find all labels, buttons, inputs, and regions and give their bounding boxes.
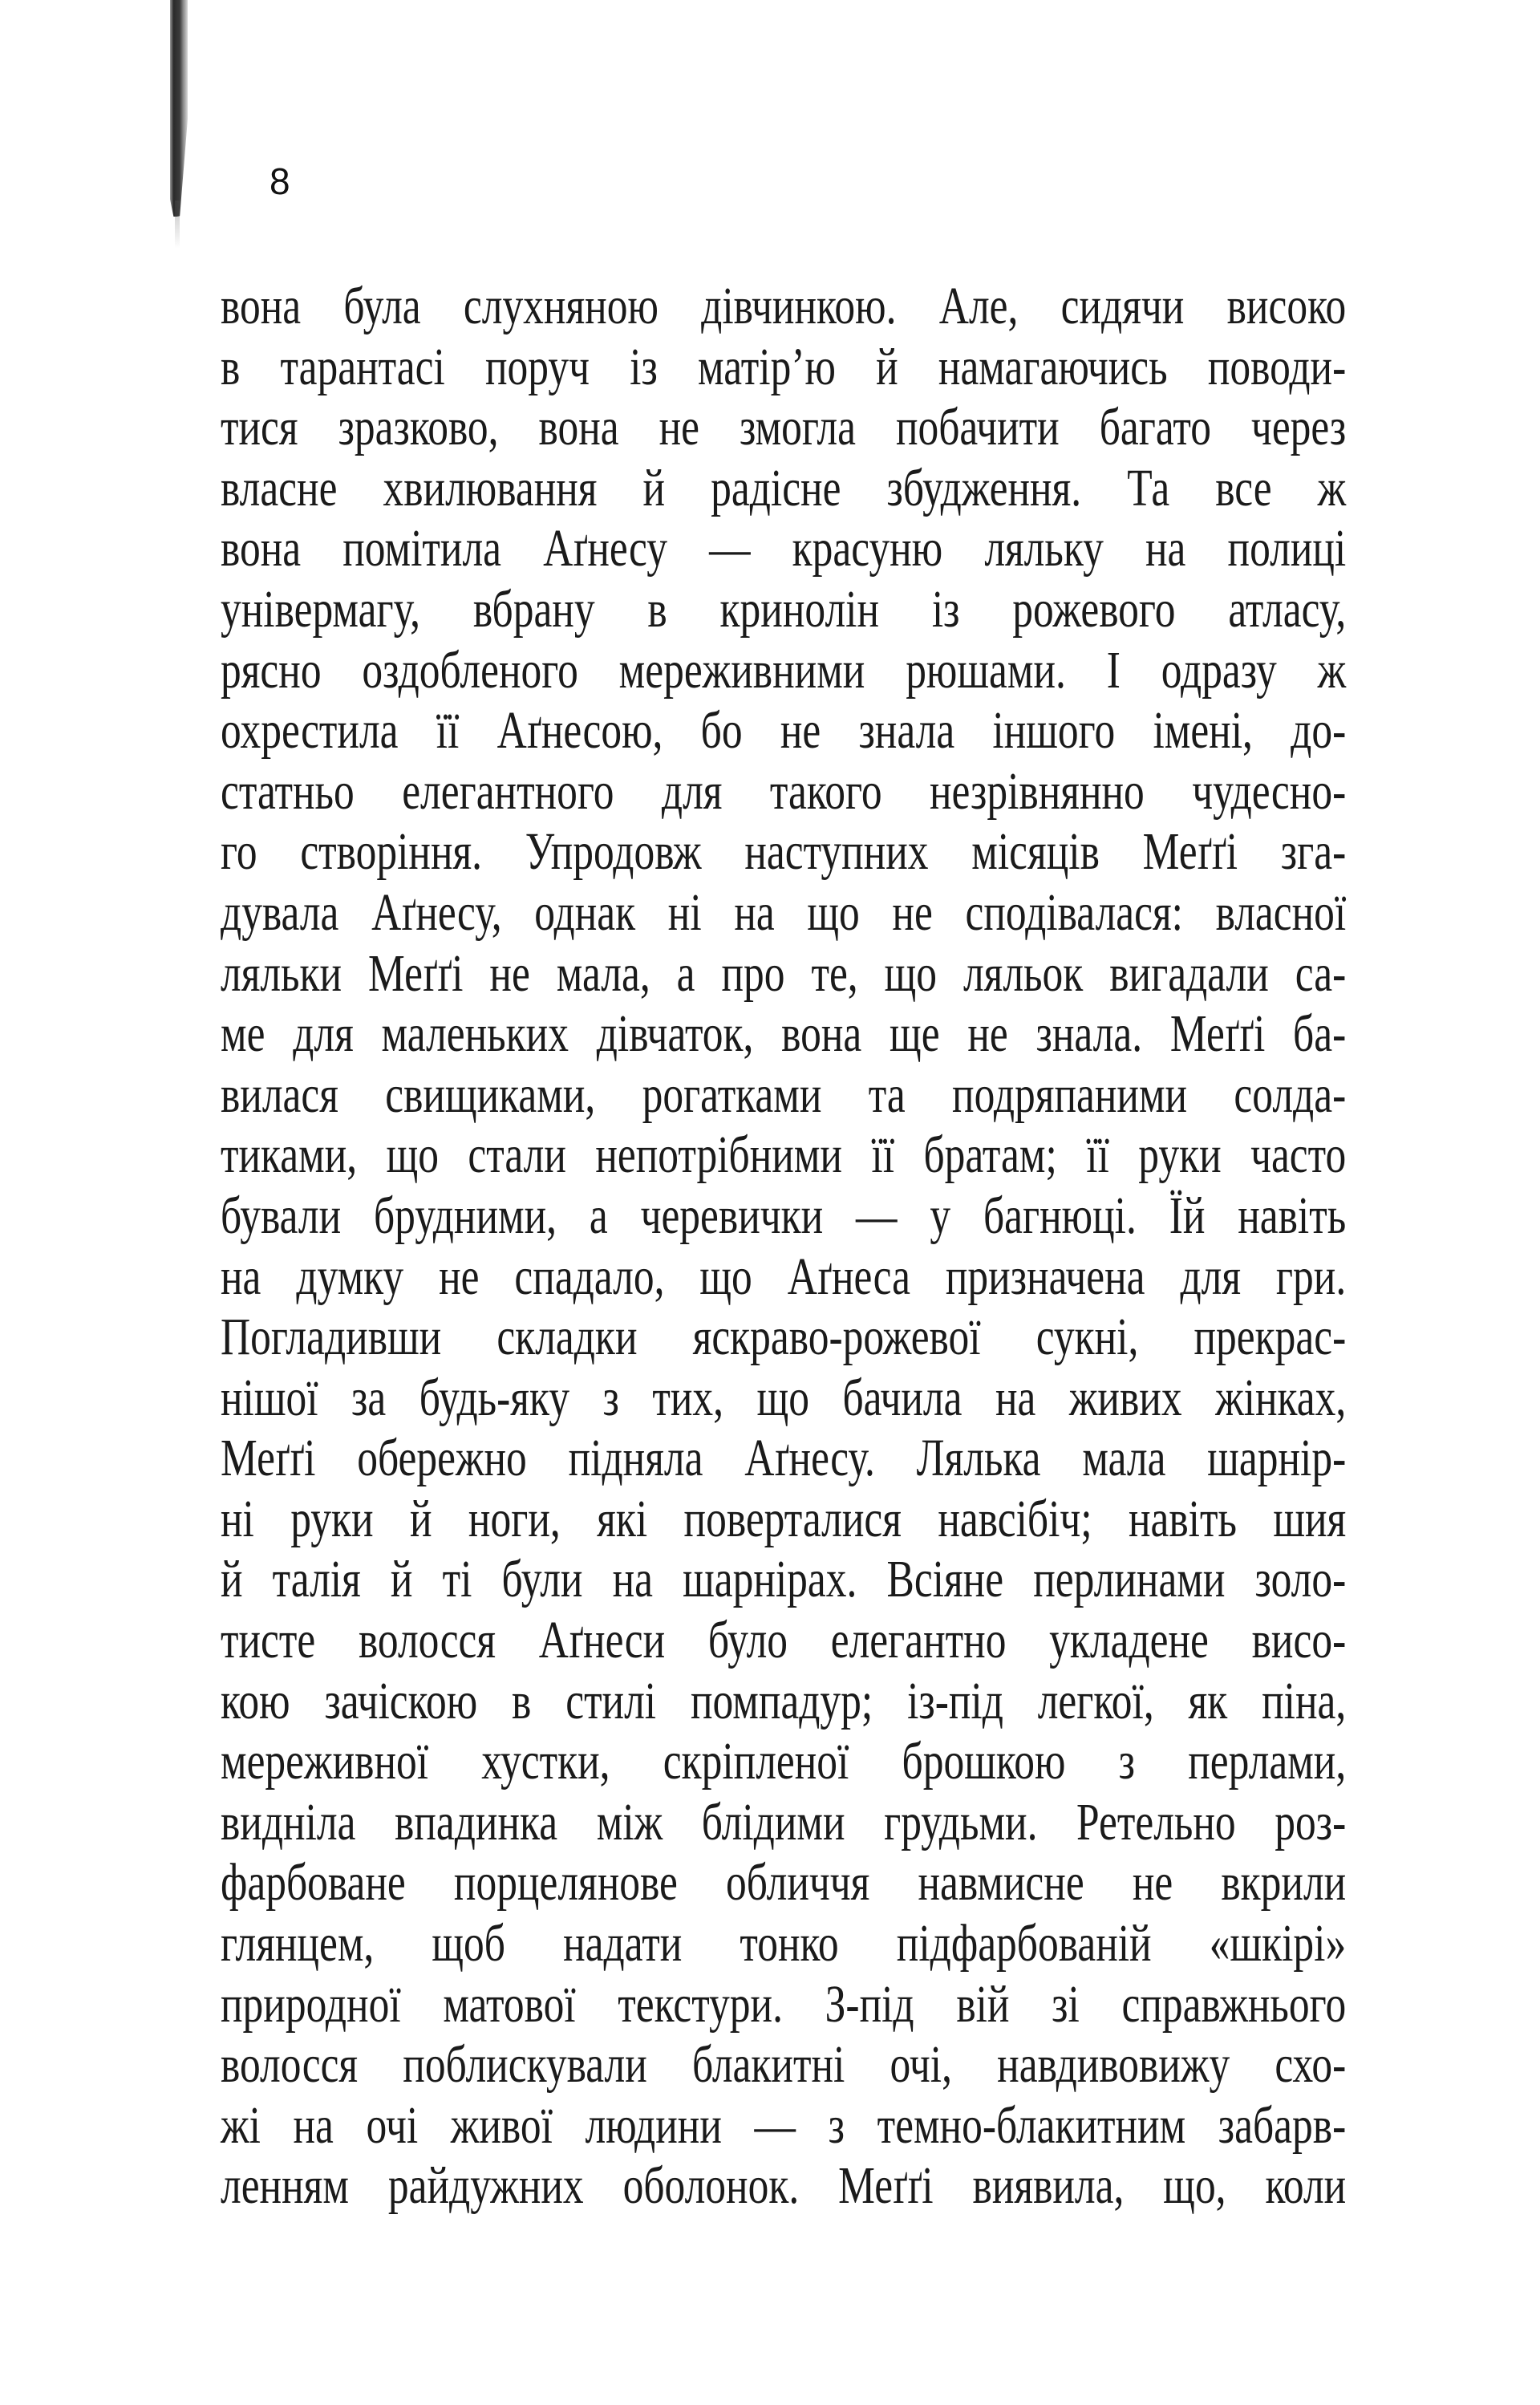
text-line-content: фарбоване порцелянове обличчя навмисне не вкрили <box>221 1853 1347 1912</box>
text-line-content: дувала Аґнесу, однак ні на що не сподівалася: власної <box>221 882 1347 942</box>
text-line <box>221 1671 1346 1732</box>
text-line-content: охрестила її Аґнесою, бо не знала іншого імені, до- <box>221 701 1347 760</box>
text-line <box>221 2095 1346 2156</box>
text-line-content: в тарантасі поруч із матір’ю й намагаючись поводи- <box>221 337 1347 396</box>
text-line <box>221 640 1346 701</box>
text-line-content: жі на очі живої людини — з темно-блакитним забарв- <box>221 2095 1347 2155</box>
text-line-content: глянцем, щоб надати тонко підфарбованій «шкірі» <box>221 1914 1347 1973</box>
text-line <box>221 1247 1346 1308</box>
text-line <box>221 2034 1346 2095</box>
text-line-content: волосся поблискували блакитні очі, навдивовижу схо- <box>221 2035 1347 2095</box>
text-line-content: тися зразково, вона не змогла побачити багато через <box>221 398 1347 457</box>
text-line <box>221 397 1346 458</box>
text-line <box>221 276 1346 337</box>
text-line-content: вона була слухняною дівчинкою. Але, сидячи високо <box>221 277 1347 335</box>
text-line-content: мереживної хустки, скріпленої брошкою з перлами, <box>221 1732 1347 1791</box>
body-text <box>221 276 1346 2216</box>
text-line <box>221 458 1346 519</box>
text-line <box>221 1792 1346 1853</box>
text-line <box>221 1974 1346 2035</box>
text-line <box>221 518 1346 579</box>
text-line <box>221 821 1346 882</box>
text-line-content: власне хвилювання й радісне збудження. Та все ж <box>221 458 1347 517</box>
text-line-content: рясно оздобленого мереживними рюшами. І одразу ж <box>221 640 1347 700</box>
text-line-content: на думку не спадало, що Аґнеса призначена для гри. <box>221 1247 1347 1306</box>
text-line <box>221 1125 1346 1186</box>
text-line-content: ні руки й ноги, які поверталися навсібіч; навіть шия <box>221 1489 1347 1548</box>
text-line-content: тисте волосся Аґнеси було елегантно укладене висо- <box>221 1611 1347 1670</box>
text-line-content: вона помітила Аґнесу — красуню ляльку на полиці <box>221 519 1347 578</box>
text-line-content: бували брудними, а черевички — у багнюці. Їй навіть <box>221 1186 1347 1245</box>
text-line <box>221 1004 1346 1065</box>
page-number: 8 <box>270 160 290 202</box>
text-line-content: го створіння. Упродовж наступних місяців Меґґі зга- <box>221 822 1347 882</box>
text-line <box>221 1913 1346 1974</box>
text-line <box>221 761 1346 822</box>
text-line <box>221 1852 1346 1913</box>
text-line <box>221 1368 1346 1429</box>
text-line <box>221 337 1346 398</box>
text-line-content: тиками, що стали непотрібними її братам; її руки часто <box>221 1125 1347 1185</box>
text-line-content: видніла впадинка між блідими грудьми. Ретельно роз- <box>221 1792 1347 1851</box>
text-line-content: Погладивши складки яскраво-рожевої сукні, прекрас- <box>221 1308 1347 1367</box>
text-line-content: нішої за будь-яку з тих, що бачила на живих жінках, <box>221 1368 1347 1427</box>
text-line <box>221 1489 1346 1550</box>
text-line <box>221 1428 1346 1489</box>
text-line <box>221 1065 1346 1125</box>
text-line <box>221 1307 1346 1368</box>
text-line-content: ме для маленьких дівчаток, вона ще не знала. Меґґі ба- <box>221 1004 1347 1064</box>
text-line-content: універмагу, вбрану в кринолін із рожевого атласу, <box>221 579 1347 639</box>
text-line-content: ляльки Меґґі не мала, а про те, що ляльок вигадали са- <box>221 943 1347 1003</box>
text-line <box>221 1731 1346 1792</box>
text-line <box>221 579 1346 640</box>
text-line-content: природної матової текстури. З-під вій зі справжнього <box>221 1974 1347 2034</box>
text-line-content: статньо елегантного для такого незрівнянно чудесно- <box>221 761 1347 821</box>
text-line <box>221 882 1346 943</box>
text-line <box>221 700 1346 761</box>
text-line-content: вилася свищиками, рогатками та подряпаними солда- <box>221 1065 1347 1124</box>
text-line <box>221 2156 1346 2216</box>
text-line-content: ленням райдужних оболонок. Меґґі виявила, що, коли <box>221 2156 1347 2216</box>
text-line <box>221 1549 1346 1610</box>
page-edge-bar <box>170 0 188 217</box>
text-line-content: Меґґі обережно підняла Аґнесу. Лялька мала шарнір- <box>221 1429 1347 1488</box>
text-line-content: кою зачіскою в стилі помпадур; із-під легкої, як піна, <box>221 1671 1347 1730</box>
text-line <box>221 943 1346 1004</box>
text-line-content: й талія й ті були на шарнірах. Всіяне перлинами золо- <box>221 1550 1347 1609</box>
text-line <box>221 1186 1346 1247</box>
page-edge-shadow <box>175 201 180 249</box>
text-line <box>221 1610 1346 1671</box>
